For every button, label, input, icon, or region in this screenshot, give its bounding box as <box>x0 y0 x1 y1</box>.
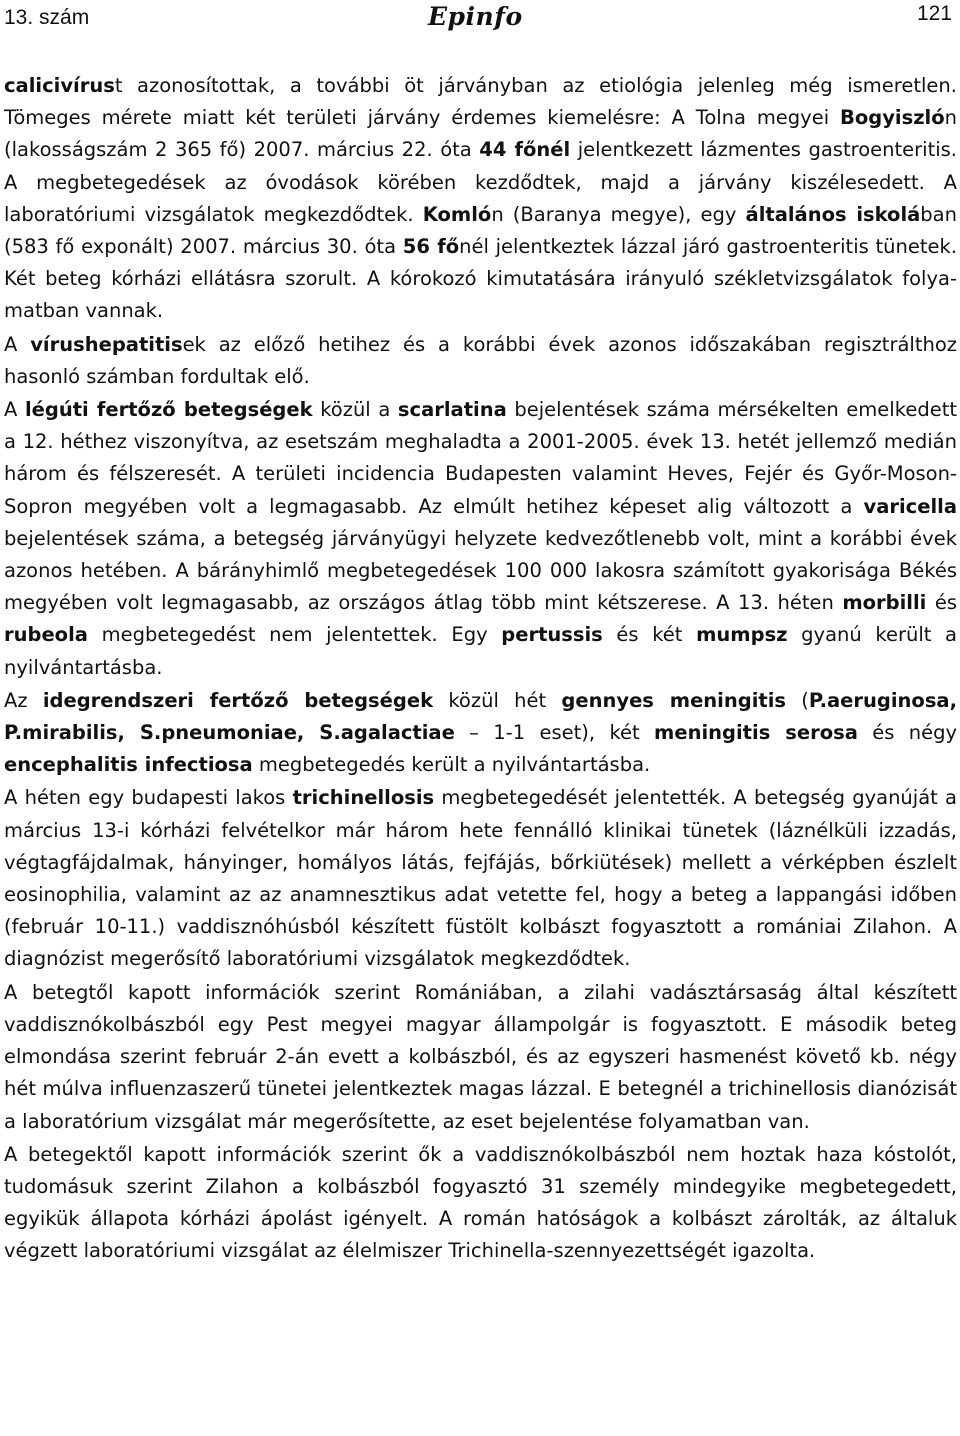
bold-term: scarlatina <box>397 398 507 422</box>
text-run: n (Baranya megye), egy <box>491 202 746 226</box>
text-run: Az <box>4 688 43 712</box>
epinfo-logo: Epinfo <box>428 2 523 31</box>
bold-term: mumpsz <box>696 623 788 647</box>
bold-term: trichinellosis <box>292 786 435 810</box>
text-run: közül hét <box>433 688 562 712</box>
paragraph-respiratory-infections <box>4 394 957 684</box>
issue-number: 13. szám <box>4 6 90 29</box>
bold-term: 56 fő <box>402 235 460 259</box>
text-run: megbetegedést nem jelentettek. Egy <box>87 623 502 647</box>
bold-term: morbilli <box>842 591 927 615</box>
text-run: nél jelentkeztek lázzal járó gastroenteritis tünetek. Két beteg kórházi ellátásra szorult. A kórokozó kimutatására irányuló székletvizsgálatok folyamatban vannak. <box>4 235 957 323</box>
paragraph-regional-outbreaks <box>4 70 957 328</box>
bold-term: encephalitis infectiosa <box>4 753 253 777</box>
paragraph-second-patient <box>4 977 957 1138</box>
text-run: ban (583 fő exponált) 2007. március 30. óta <box>4 202 957 259</box>
bold-term: P.aeruginosa, P.mirabilis, S.pneumoniae, S.agalactiae <box>4 688 958 745</box>
bold-term: pertussis <box>501 623 603 647</box>
text-run: A héten egy budapesti lakos <box>4 786 293 810</box>
text-run: – 1-1 eset), két <box>454 721 655 745</box>
text-run: közül a <box>312 398 398 422</box>
page-header <box>0 0 960 40</box>
bold-term: calicivírus <box>4 74 115 97</box>
text-run: A betegektől kapott információk szerint ők a vaddisznókolbászból nem hoztak haza kóstolót, tudomásuk szerint Zilahon a kolbászból fogyasztó 31 személy mindegyike megbetegedett, egyikük állapota kórházi ápolást igényelt. A román hatóságok a kolbászt zárolták, az általuk végzett laboratóriumi vizsgálat az élelmiszer Trichinella-szennyezettségét igazolta. <box>4 1142 957 1263</box>
text-run: n (lakosságszám 2 365 fő) 2007. március 22. óta <box>4 106 957 162</box>
bold-term: Bogyiszló <box>839 106 945 130</box>
bold-term: varicella <box>863 494 957 518</box>
bold-term: rubeola <box>4 623 88 647</box>
text-run: és két <box>602 623 697 647</box>
page-number: 121 <box>916 2 952 25</box>
bold-term: általános iskolá <box>745 202 921 226</box>
text-run: A <box>4 332 31 356</box>
text-run: megbetegedését jelentették. A betegség gyanúját a március 13-i kórházi felvételkor már három hete fennálló klinikai tünetek (láznélküli izzadás, végtagfájdalmak, hányinger, homályos látás, fejfájás, bőrkiütések) mellett a vérképben észlelt eosinophilia, valamint az az anamnesztikus adat vetette fel, hogy a beteg a lappangási időben (február 10-11.) vaddisznóhúsból készített füstölt kolbászt fogyasztott a romániai Zilahon. A diagnózist megerősítő laboratóriumi vizsgálatok megkezdődtek. <box>4 786 957 971</box>
article-body <box>4 70 957 1268</box>
bold-term: idegrendszeri fertőző betegségek <box>42 688 434 712</box>
text-run: ek az előző hetihez és a korábbi évek azonos időszakában regisztrálthoz hasonló számban fordultak elő. <box>4 332 958 388</box>
text-run: bejelentések száma, a betegség járványügyi helyzete kedvezőtlenebb volt, mint a korábbi évek azonos hetében. A bárányhimlő megbetegedések 100 000 lakosra számított gyakorisága Békés megyében volt legmagasabb, az országos átlag több mint kétszerese. A 13. héten <box>4 526 957 615</box>
paragraph-zilah-outbreak <box>4 1139 957 1268</box>
bold-term: gennyes meningitis <box>561 688 787 712</box>
bold-term: 44 fő <box>479 138 537 162</box>
text-run: bejelentések száma mérsékelten emelkedett a 12. héthez viszonyítva, az esetszám meghaladta a 2001-2005. évek 13. hetét jellemző medián három és félszeresét. A területi incidencia Budapesten valamint Heves, Fejér és Győr-Moson-Sopron megyében volt a legmagasabb. Az elmúlt hetihez képeset alig változott a <box>4 398 957 518</box>
paragraph-viral-hepatitis <box>4 329 957 393</box>
text-run: jelentkezett lázmentes gastroenteritis. A megbetegedések az óvodások körében kezdődtek, majd a járvány kiszélesedett. A laboratóriumi vizsgálatok megkezdődtek. <box>4 138 957 226</box>
text-run: és <box>926 591 957 615</box>
text-run: A betegtől kapott információk szerint Romániában, a zilahi vadásztársaság által készített vaddisznókolbászból egy Pest megyei magyar állampolgár is fogyasztott. E második beteg elmondása szerint február 2-án evett a kolbászból, és az egyszeri hasmenést követő kb. négy hét múlva influenzaszerű tünetei jelentkeztek magas lázzal. E betegnél a trichinellosis dianózisát a laboratórium vizsgálat már megerősítette, az eset bejelentése folyamatban van. <box>4 980 957 1133</box>
bold-term: nél <box>536 138 571 162</box>
text-run: megbetegedés került a nyilvántartásba. <box>252 753 651 777</box>
paragraph-nervous-system-infections <box>4 685 957 782</box>
text-run: és négy <box>857 721 958 745</box>
bold-term: meningitis serosa <box>654 721 858 745</box>
bold-term: Komló <box>422 202 492 226</box>
text-run: t azonosítottak, a további öt járványban az etiológia jelenleg még ismeretlen. Tömeges mérete miatt két területi járvány érdemes kiemelésre: A Tolna megyei <box>4 74 957 130</box>
bold-term: vírushepatitis <box>30 332 183 356</box>
paragraph-trichinellosis-case <box>4 782 957 975</box>
bold-term: légúti fertőző betegségek <box>24 398 313 422</box>
text-run: gyanú került a nyilvántartásba. <box>4 623 958 679</box>
text-run: A <box>4 398 25 422</box>
text-run: ( <box>786 688 809 712</box>
